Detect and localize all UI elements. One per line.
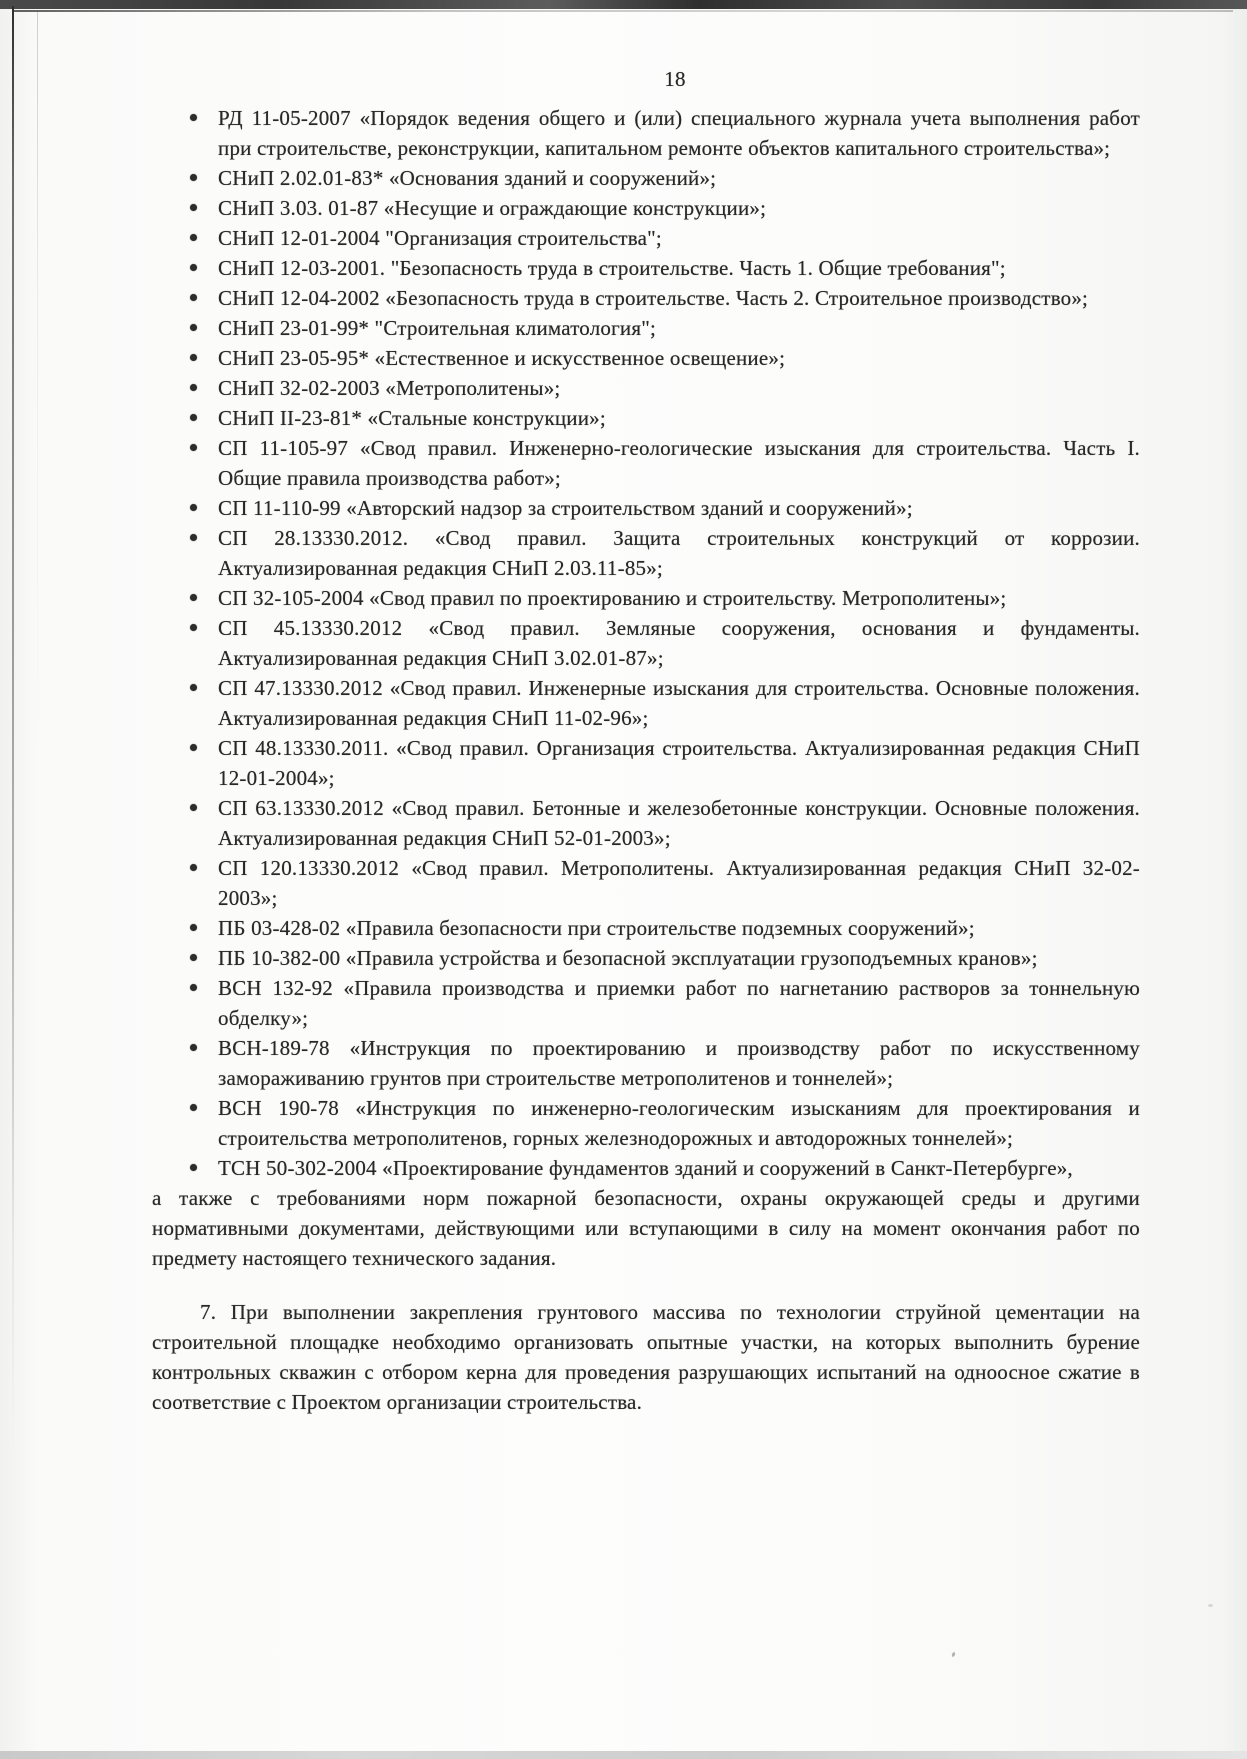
page-border-top-line <box>13 10 1233 12</box>
list-item: ПБ 03-428-02 «Правила безопасности при строительстве подземных сооружений»; <box>152 913 1140 943</box>
list-item: СНиП 32-02-2003 «Метрополитены»; <box>152 373 1140 403</box>
list-item: СНиП II-23-81* «Стальные конструкции»; <box>152 403 1140 433</box>
closing-paragraph: а также с требованиями норм пожарной безопасности, охраны окружающей среды и другими нормативными документами, действующими или вступающими в силу на момент окончания работ по предмету настоящего технического задания. <box>152 1186 1140 1270</box>
page-border-left-line <box>12 6 14 1456</box>
paragraph-7: 7. При выполнении закрепления грунтового массива по технологии струйной цементации на строительной площадке необходимо организовать опытные участки, на которых выполнить бурение контрольных скважин с отбором керна для проведения разрушающих испытаний на одноосное сжатие в соответствие с Проектом организации строительства. <box>152 1300 1140 1414</box>
list-item: СНиП 12-01-2004 "Организация строительства"; <box>152 223 1140 253</box>
list-item: СП 47.13330.2012 «Свод правил. Инженерные изыскания для строительства. Основные положения. Актуализированная редакция СНиП 11-02-96»; <box>152 673 1140 733</box>
list-item: ТСН 50-302-2004 «Проектирование фундаментов зданий и сооружений в Санкт-Петербурге», <box>152 1153 1140 1183</box>
list-item: СП 11-105-97 «Свод правил. Инженерно-геологические изыскания для строительства. Часть I. Общие правила производства работ»; <box>152 433 1140 493</box>
list-item: СНиП 23-05-95* «Естественное и искусственное освещение»; <box>152 343 1140 373</box>
page-seam-line <box>37 10 38 770</box>
list-item: ПБ 10-382-00 «Правила устройства и безопасной эксплуатации грузоподъемных кранов»; <box>152 943 1140 973</box>
list-item: СП 48.13330.2011. «Свод правил. Организация строительства. Актуализированная редакция СНиП 12-01-2004»; <box>152 733 1140 793</box>
scan-speck <box>951 1652 956 1658</box>
list-item: ВСН 190-78 «Инструкция по инженерно-геологическим изысканиям для проектирования и строительства метрополитенов, горных железнодорожных и автодорожных тоннелей»; <box>152 1093 1140 1153</box>
page-number: 18 <box>664 67 686 91</box>
list-item: РД 11-05-2007 «Порядок ведения общего и (или) специального журнала учета выполнения работ при строительстве, реконструкции, капитальном ремонте объектов капитального строительства»; <box>152 103 1140 163</box>
list-item: СНиП 2.02.01-83* «Основания зданий и сооружений»; <box>152 163 1140 193</box>
list-item: СНиП 12-04-2002 «Безопасность труда в строительстве. Часть 2. Строительное производство»; <box>152 283 1140 313</box>
regulatory-documents-list <box>152 103 1140 1183</box>
scan-edge-top <box>0 0 1247 9</box>
list-item: ВСН-189-78 «Инструкция по проектированию и производству работ по искусственному замораживанию грунтов при строительстве метрополитенов и тоннелей»; <box>152 1033 1140 1093</box>
list-item: СП 28.13330.2012. «Свод правил. Защита строительных конструкций от коррозии. Актуализированная редакция СНиП 2.03.11-85»; <box>152 523 1140 583</box>
list-item: СП 120.13330.2012 «Свод правил. Метрополитены. Актуализированная редакция СНиП 32-02-2003»; <box>152 853 1140 913</box>
list-item: СП 63.13330.2012 «Свод правил. Бетонные и железобетонные конструкции. Основные положения. Актуализированная редакция СНиП 52-01-2003»; <box>152 793 1140 853</box>
document-text-column <box>152 64 1140 1417</box>
scan-edge-bottom <box>0 1751 1247 1759</box>
list-item: ВСН 132-92 «Правила производства и приемки работ по нагнетанию растворов за тоннельную обделку»; <box>152 973 1140 1033</box>
list-item: СНиП 3.03. 01-87 «Несущие и ограждающие конструкции»; <box>152 193 1140 223</box>
list-item: СП 45.13330.2012 «Свод правил. Земляные сооружения, основания и фундаменты. Актуализированная редакция СНиП 3.02.01-87»; <box>152 613 1140 673</box>
list-item: СП 32-105-2004 «Свод правил по проектированию и строительству. Метрополитены»; <box>152 583 1140 613</box>
list-item: СП 11-110-99 «Авторский надзор за строительством зданий и сооружений»; <box>152 493 1140 523</box>
scan-speck <box>1208 1604 1213 1607</box>
list-item: СНиП 23-01-99* "Строительная климатология"; <box>152 313 1140 343</box>
list-item: СНиП 12-03-2001. "Безопасность труда в строительстве. Часть 1. Общие требования"; <box>152 253 1140 283</box>
